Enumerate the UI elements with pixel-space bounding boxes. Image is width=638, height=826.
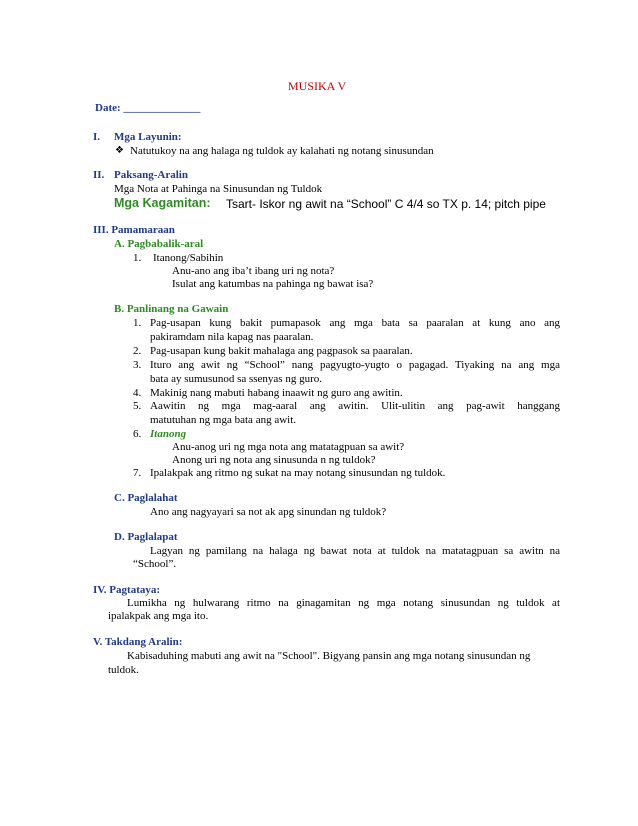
assignment-text-continuation: tuldok. [108,664,139,676]
list-item-number: 1. [133,252,142,264]
subsection-b-heading: B. Panlinang na Gawain [114,303,229,315]
generalization-question: Ano ang nagyayari sa not ak apg sinundan ng tuldok? [150,506,387,518]
section-1-heading: Mga Layunin: [114,131,182,143]
list-item: Ituro ang awit ng “School” nang pagyugto-yugto o pagagad. Tiyaking na ang mga [150,359,560,371]
list-item: Aawitin ng mga mag-aaral ang awitin. Ulit-ulitin ang pag-awit hanggang [150,400,560,412]
section-5-heading: V. Takdang Aralin: [93,636,183,648]
evaluation-text-continuation: ipalakpak ang mga ito. [108,610,209,622]
review-question: Anu-ano ang iba’t ibang uri ng nota? [172,265,335,277]
list-item-continuation: bata ay sumusunod sa ssenyas ng guro. [150,373,323,385]
materials-text: Tsart- Iskor ng awit na “School” C 4/4 so TX p. 14; pitch pipe [226,197,546,211]
assignment-text: Kabisaduhing mabuti ang awit na "School". Bigyang pansin ang mga notang sinusundan ng [127,650,531,662]
list-item: Pag-usapan kung bakit mahalaga ang pagpasok sa paaralan. [150,345,413,357]
date-line: Date: ______________ [95,102,201,114]
list-item-continuation: matutuhan ng mga bata ang awit. [150,414,297,426]
subsection-d-heading: D. Paglalapat [114,531,178,543]
list-item-number: 1. [133,317,142,329]
subsection-c-heading: C. Paglalahat [114,492,178,504]
list-item: Makinig nang mabuti habang inaawit ng guro ang awitin. [150,387,403,399]
evaluation-text: Lumikha ng hulwarang ritmo na ginagamitan ng mga notang sinusundan ng tuldok at [127,597,560,609]
diamond-bullet-icon: ❖ [115,145,124,156]
application-text: Lagyan ng pamilang na halaga ng bawat nota at tuldok na matatagpuan sa awitn na [150,545,560,557]
materials-label: Mga Kagamitan: [114,196,211,210]
section-1-number: I. [93,131,101,143]
list-item: Itanong/Sabihin [153,252,224,264]
section-2-heading: Paksang-Aralin [114,169,188,181]
list-item-number: 5. [133,400,142,412]
review-question: Isulat ang katumbas na pahinga ng bawat isa? [172,278,374,290]
list-item-number: 3. [133,359,142,371]
list-item-number: 6. [133,428,142,440]
section-2-number: II. [93,169,105,181]
section-4-heading: IV. Pagtataya: [93,584,161,596]
page-title: MUSIKA V [288,79,347,93]
list-item-continuation: pakiramdam nila kapag nas paaralan. [150,331,314,343]
section-2-topic: Mga Nota at Pahinga na Sinusundan ng Tuldok [114,183,323,195]
itanong-question: Anu-anog uri ng mga nota ang matatagpuan sa awit? [172,441,405,453]
section-3-heading: III. Pamamaraan [93,224,175,236]
list-item-number: 4. [133,387,142,399]
list-item: Ipalakpak ang ritmo ng sukat na may notang sinusundan ng tuldok. [150,467,446,479]
section-1-objective: Natutukoy na ang halaga ng tuldok ay kalahati ng notang sinusundan [130,145,434,157]
list-item-number: 2. [133,345,142,357]
subsection-a-heading: A. Pagbabalik-aral [114,238,204,250]
application-text-continuation: “School”. [133,558,177,570]
list-item-number: 7. [133,467,142,479]
list-item-itanong: Itanong [150,428,187,440]
list-item: Pag-usapan kung bakit pumapasok ang mga bata sa paaralan at kung ano ang [150,317,560,329]
itanong-question: Anong uri ng nota ang sinusunda n ng tuldok? [172,454,376,466]
